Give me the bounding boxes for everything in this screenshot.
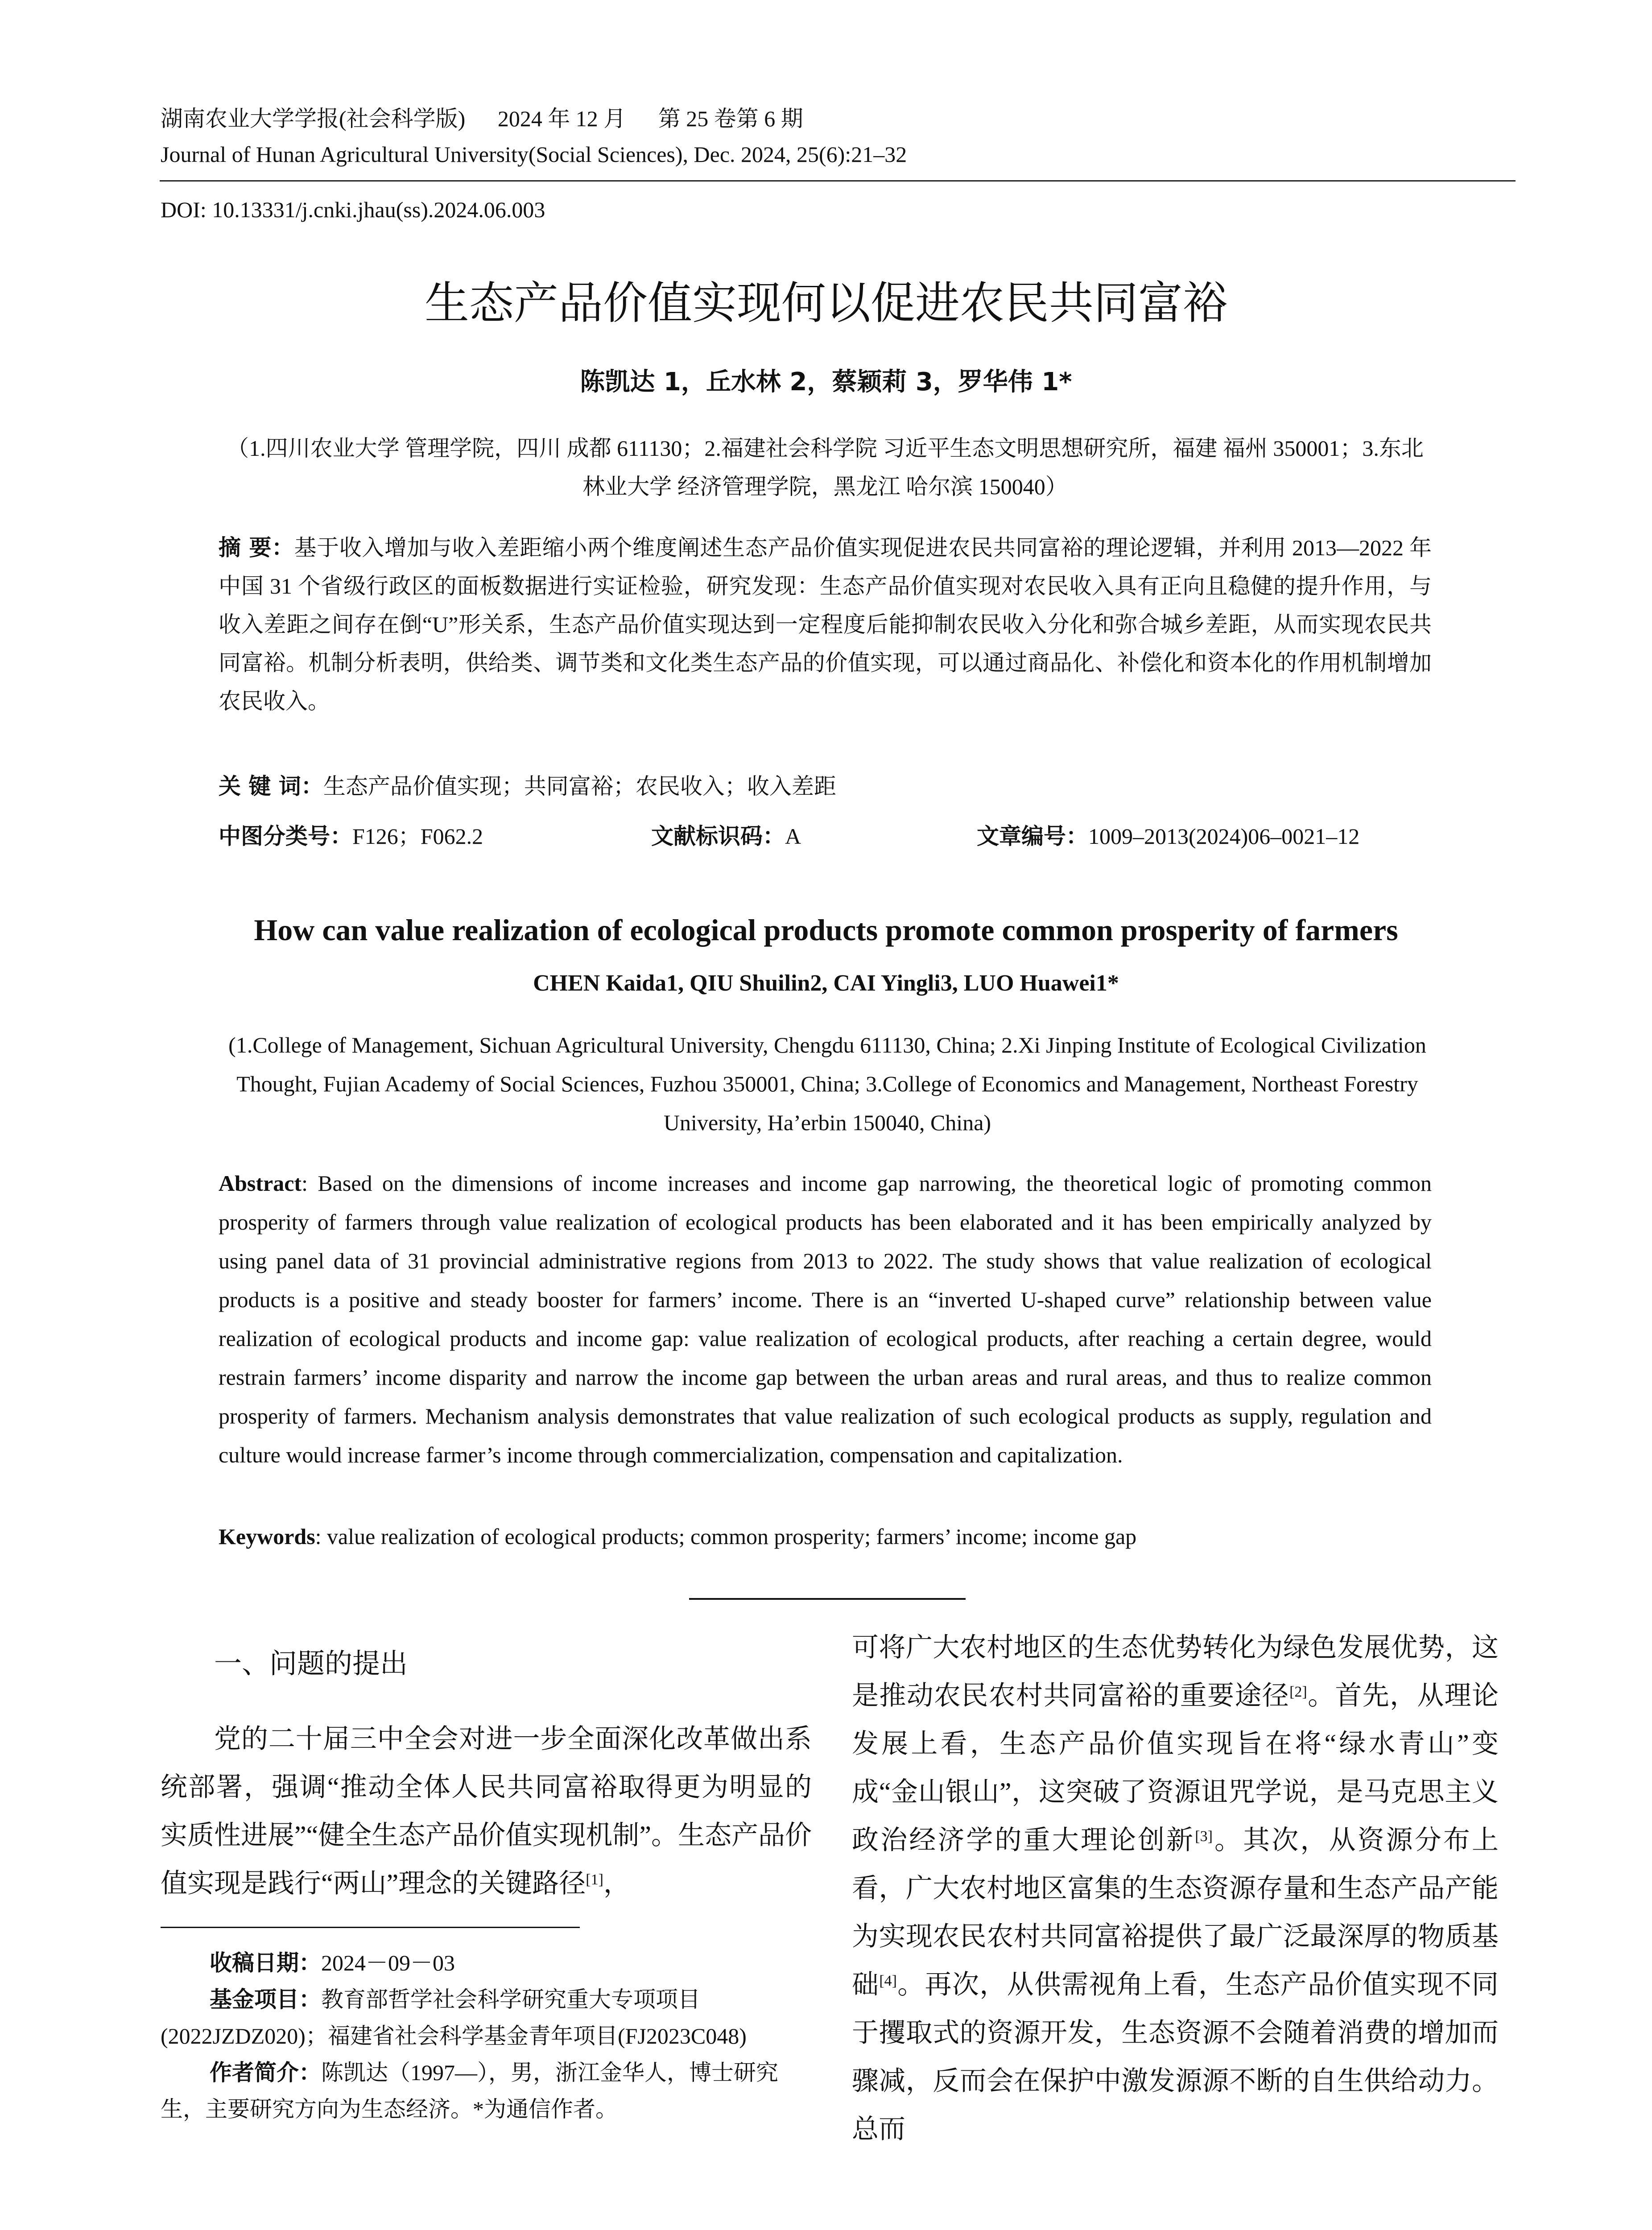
- citation-ref[interactable]: [2]: [1289, 1684, 1307, 1700]
- authors-cn: 陈凯达 1，丘水林 2，蔡颖莉 3，罗华伟 1*: [580, 368, 1072, 396]
- keywords-cn-text: 生态产品价值实现；共同富裕；农民收入；收入差距: [323, 774, 836, 799]
- volume-issue-cn: 第 25 卷第 6 期: [658, 106, 803, 131]
- received-date: 收稿日期：2024－09－03: [210, 1950, 455, 1976]
- document-code: 文献标识码：A: [651, 823, 801, 849]
- citation-ref[interactable]: [4]: [879, 1973, 897, 1989]
- citation-ref[interactable]: [3]: [1195, 1828, 1213, 1845]
- header-rule: [160, 180, 1516, 182]
- abstract-en-label: Abstract: [219, 1171, 302, 1196]
- clc-number: 中图分类号：F126；F062.2: [219, 823, 483, 849]
- affiliations-cn: （1.四川农业大学 管理学院，四川 成都 611130；2.福建社会科学院 习近平生态文明思想研究所，福建 福州 350001；3.东北林业大学 经济管理学院，黑龙江 哈尔滨 150040）: [227, 436, 1424, 499]
- article-number: 文章编号：1009–2013(2024)06–0021–12: [977, 823, 1360, 849]
- abstract-cn-text: 基于收入增加与收入差距缩小两个维度阐述生态产品价值实现促进农民共同富裕的理论逻辑，并利用 2013—2022 年中国 31 个省级行政区的面板数据进行实证检验，研究发现：生态产品价值实现对农民收入具有正向且稳健的提升作用，与收入差距之间存在倒“U”形关系，生态产品价值实现达到一定程度后能抑制农民收入分化和弥合城乡差距，从而实现农民共同富裕。机制分析表明，供给类、调节类和文化类生态产品的价值实现，可以通过商品化、补偿化和资本化的作用机制增加农民收入。: [219, 535, 1432, 714]
- abstract-en: [219, 1164, 1432, 1474]
- abstract-en-text: : Based on the dimensions of income increases and income gap narrowing, the theoretical logic of promoting common prosperity of farmers through value realization of ecological products has been elaborated and it has been empirically analyzed by using panel data of 31 provincial administrative regions from 2013 to 2022. The study shows that value realization of ecological products is a positive and steady booster for farmers’ income. There is an “inverted U-shaped curve” relationship between value realization of ecological products and income gap: value realization of ecological products, after reaching a certain degree, would restrain farmers’ income disparity and narrow the income gap between the urban areas and rural areas, and thus to realize common prosperity of farmers. Mechanism analysis demonstrates that value realization of such ecological products as supply, regulation and culture would increase farmer’s income through commercialization, compensation and capitalization.: [219, 1171, 1432, 1467]
- journal-header-cn: [161, 105, 830, 132]
- author-info: 作者简介：陈凯达（1997—），男，浙江金华人，博士研究生，主要研究方向为生态经济。*为通信作者。: [161, 2060, 778, 2122]
- issue-date-cn: 2024 年 12 月: [497, 106, 626, 131]
- keywords-en: [219, 1521, 1432, 1552]
- authors-en: CHEN Kaida1, QIU Shuilin2, CAI Yingli3, LUO Huawei1*: [533, 970, 1119, 996]
- keywords-cn: [219, 767, 1432, 805]
- title-en: How can value realization of ecological products promote common prosperity of farmers: [254, 913, 1398, 947]
- journal-header-en: Journal of Hunan Agricultural University(Social Sciences), Dec. 2024, 25(6):21–32: [161, 142, 907, 167]
- paragraph-text: 党的二十届三中全会对进一步全面深化改革做出系统部署，强调“推动全体人民共同富裕取得更为明显的实质性进展”“健全生态产品价值实现机制”。生态产品价值实现是践行“两山”理念的关键路径: [161, 1724, 812, 1898]
- paragraph-text: 可将广大农村地区的生态优势转化为绿色发展优势，这是推动农民农村共同富裕的重要途径: [852, 1633, 1499, 1710]
- affiliations-en: (1.College of Management, Sichuan Agricultural University, Chengdu 611130, China; 2.Xi Jinping Institute of Ecological Civilization Thought, Fujian Academy of Social Sciences, Fuzhou 350001, China; 3.College of Economics and Management, Northeast Forestry University, Ha’erbin 150040, China): [228, 1032, 1426, 1135]
- body-left-column: 党的二十届三中全会对进一步全面深化改革做出系统部署，强调“推动全体人民共同富裕取得更为明显的实质性进展”“健全生态产品价值实现机制”。生态产品价值实现是践行“两山”理念的关键路径[1]，: [161, 1724, 812, 1898]
- footnote-rule: [161, 1927, 580, 1928]
- citation-ref[interactable]: [1]: [586, 1871, 603, 1888]
- fund-info: 基金项目：教育部哲学社会科学研究重大专项项目(2022JZDZ020)；福建省社会科学基金青年项目(FJ2023C048): [161, 1986, 747, 2048]
- doi[interactable]: DOI: 10.13331/j.cnki.jhau(ss).2024.06.003: [161, 197, 545, 222]
- body-right-column: 可将广大农村地区的生态优势转化为绿色发展优势，这是推动农民农村共同富裕的重要途径[2]。首先，从理论发展上看，生态产品价值实现旨在将“绿水青山”变成“金山银山”，这突破了资源诅咒学说，是马克思主义政治经济学的重大理论创新[3]。其次，从资源分布上看，广大农村地区富集的生态资源存量和生态产品产能为实现农民农村共同富裕提供了最广泛最深厚的物质基础[4]。再次，从供需视角上看，生态产品价值实现不同于攫取式的资源开发，生态资源不会随着消费的增加而骤减，反而会在保护中激发源源不断的自生供给动力。总而: [852, 1633, 1499, 2144]
- keywords-en-text: : value realization of ecological products; common prosperity; farmers’ income; income gap: [315, 1524, 1137, 1549]
- keywords-en-label: Keywords: [219, 1524, 315, 1549]
- section-heading: 一、问题的提出: [214, 1647, 408, 1680]
- footnote: [161, 1945, 803, 2127]
- journal-name-cn: 湖南农业大学学报(社会科学版): [161, 106, 466, 131]
- title-cn: 生态产品价值实现何以促进农民共同富裕: [425, 277, 1227, 329]
- section-divider: [689, 1598, 966, 1600]
- abstract-cn-label: 摘 要：: [219, 535, 294, 561]
- keywords-cn-label: 关 键 词：: [219, 773, 323, 799]
- abstract-cn: [219, 529, 1432, 720]
